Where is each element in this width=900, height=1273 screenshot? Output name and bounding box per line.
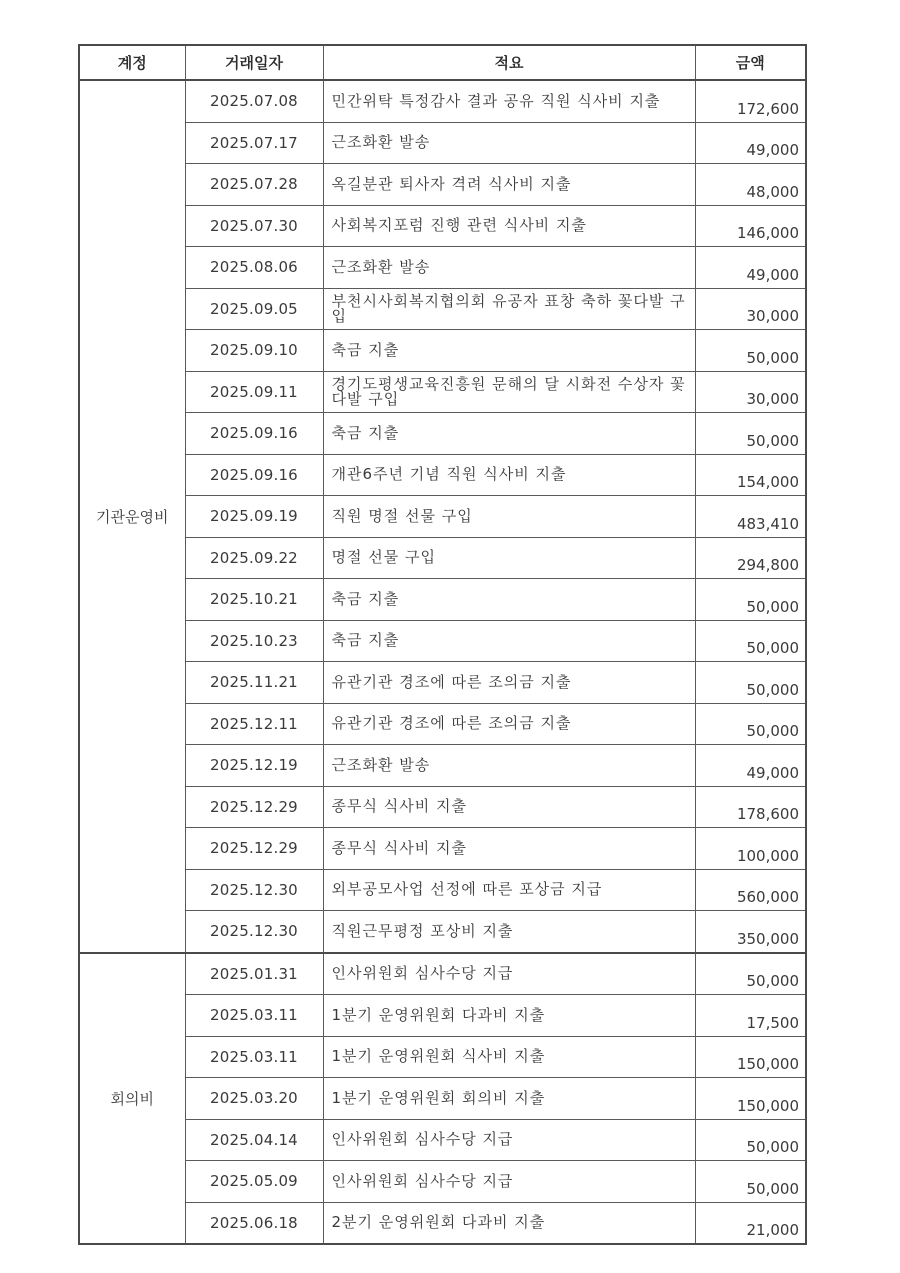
amount-cell: 483,410	[695, 496, 806, 538]
table-row	[79, 786, 806, 828]
description-cell: 근조화환 발송	[323, 745, 695, 787]
date-cell: 2025.12.30	[185, 911, 323, 953]
table-row	[79, 745, 806, 787]
description-cell: 민간위탁 특정감사 결과 공유 직원 식사비 지출	[323, 80, 695, 122]
table-row	[79, 330, 806, 372]
description-cell: 개관6주년 기념 직원 식사비 지출	[323, 454, 695, 496]
date-cell: 2025.08.06	[185, 247, 323, 289]
description-cell: 축금 지출	[323, 579, 695, 621]
amount-cell: 50,000	[695, 579, 806, 621]
amount-cell: 294,800	[695, 537, 806, 579]
table-row	[79, 205, 806, 247]
amount-cell: 150,000	[695, 1078, 806, 1120]
date-cell: 2025.10.23	[185, 620, 323, 662]
description-cell: 2분기 운영위원회 다과비 지출	[323, 1202, 695, 1244]
date-cell: 2025.09.19	[185, 496, 323, 538]
amount-cell: 150,000	[695, 1036, 806, 1078]
date-cell: 2025.07.17	[185, 122, 323, 164]
description-cell: 축금 지출	[323, 413, 695, 455]
table-row	[79, 869, 806, 911]
table-header	[79, 45, 806, 80]
amount-cell: 50,000	[695, 413, 806, 455]
date-cell: 2025.12.11	[185, 703, 323, 745]
date-cell: 2025.07.08	[185, 80, 323, 122]
date-cell: 2025.09.05	[185, 288, 323, 330]
description-cell: 근조화환 발송	[323, 247, 695, 289]
amount-cell: 172,600	[695, 80, 806, 122]
table-row	[79, 413, 806, 455]
table-row	[79, 1078, 806, 1120]
amount-cell: 178,600	[695, 786, 806, 828]
date-cell: 2025.01.31	[185, 953, 323, 995]
amount-cell: 50,000	[695, 620, 806, 662]
date-cell: 2025.03.11	[185, 995, 323, 1037]
description-cell: 직원근무평정 포상비 지출	[323, 911, 695, 953]
description-cell: 부천시사회복지협의회 유공자 표창 축하 꽃다발 구입	[323, 288, 695, 330]
table-row	[79, 1119, 806, 1161]
table-row	[79, 579, 806, 621]
table-row	[79, 80, 806, 122]
header-description: 적요	[323, 45, 695, 80]
expense-ledger-table	[78, 44, 807, 1245]
amount-cell: 146,000	[695, 205, 806, 247]
amount-cell: 50,000	[695, 662, 806, 704]
description-cell: 유관기관 경조에 따른 조의금 지출	[323, 703, 695, 745]
table-row	[79, 620, 806, 662]
amount-cell: 30,000	[695, 371, 806, 413]
table-row	[79, 371, 806, 413]
table-row	[79, 537, 806, 579]
account-cell: 기관운영비	[79, 80, 185, 953]
amount-cell: 48,000	[695, 164, 806, 206]
table-body	[79, 80, 806, 1244]
date-cell: 2025.12.29	[185, 828, 323, 870]
date-cell: 2025.12.30	[185, 869, 323, 911]
amount-cell: 21,000	[695, 1202, 806, 1244]
date-cell: 2025.09.22	[185, 537, 323, 579]
date-cell: 2025.05.09	[185, 1161, 323, 1203]
table-row	[79, 828, 806, 870]
amount-cell: 50,000	[695, 1161, 806, 1203]
amount-cell: 17,500	[695, 995, 806, 1037]
description-cell: 종무식 식사비 지출	[323, 786, 695, 828]
header-amount: 금액	[695, 45, 806, 80]
table-row	[79, 164, 806, 206]
table-row	[79, 288, 806, 330]
amount-cell: 49,000	[695, 745, 806, 787]
description-cell: 1분기 운영위원회 회의비 지출	[323, 1078, 695, 1120]
description-cell: 외부공모사업 선정에 따른 포상금 지급	[323, 869, 695, 911]
description-cell: 인사위원회 심사수당 지급	[323, 1119, 695, 1161]
amount-cell: 50,000	[695, 330, 806, 372]
amount-cell: 350,000	[695, 911, 806, 953]
amount-cell: 100,000	[695, 828, 806, 870]
date-cell: 2025.04.14	[185, 1119, 323, 1161]
table-row	[79, 1202, 806, 1244]
table-row	[79, 911, 806, 953]
header-account: 계정	[79, 45, 185, 80]
amount-cell: 154,000	[695, 454, 806, 496]
table-row	[79, 247, 806, 289]
description-cell: 인사위원회 심사수당 지급	[323, 1161, 695, 1203]
date-cell: 2025.10.21	[185, 579, 323, 621]
description-cell: 인사위원회 심사수당 지급	[323, 953, 695, 995]
account-cell: 회의비	[79, 953, 185, 1245]
date-cell: 2025.06.18	[185, 1202, 323, 1244]
description-cell: 유관기관 경조에 따른 조의금 지출	[323, 662, 695, 704]
date-cell: 2025.07.28	[185, 164, 323, 206]
date-cell: 2025.12.29	[185, 786, 323, 828]
header-date: 거래일자	[185, 45, 323, 80]
description-cell: 종무식 식사비 지출	[323, 828, 695, 870]
amount-cell: 50,000	[695, 703, 806, 745]
description-cell: 직원 명절 선물 구입	[323, 496, 695, 538]
description-cell: 근조화환 발송	[323, 122, 695, 164]
description-cell: 옥길분관 퇴사자 격려 식사비 지출	[323, 164, 695, 206]
table-row	[79, 703, 806, 745]
date-cell: 2025.09.16	[185, 454, 323, 496]
amount-cell: 50,000	[695, 953, 806, 995]
table-row	[79, 122, 806, 164]
table-row	[79, 454, 806, 496]
table-row	[79, 496, 806, 538]
description-cell: 1분기 운영위원회 식사비 지출	[323, 1036, 695, 1078]
description-cell: 사회복지포럼 진행 관련 식사비 지출	[323, 205, 695, 247]
date-cell: 2025.07.30	[185, 205, 323, 247]
amount-cell: 560,000	[695, 869, 806, 911]
date-cell: 2025.09.11	[185, 371, 323, 413]
date-cell: 2025.12.19	[185, 745, 323, 787]
amount-cell: 49,000	[695, 122, 806, 164]
header-row	[79, 45, 806, 80]
date-cell: 2025.09.10	[185, 330, 323, 372]
date-cell: 2025.11.21	[185, 662, 323, 704]
amount-cell: 50,000	[695, 1119, 806, 1161]
table-row	[79, 995, 806, 1037]
description-cell: 경기도평생교육진흥원 문해의 달 시화전 수상자 꽃다발 구입	[323, 371, 695, 413]
description-cell: 축금 지출	[323, 620, 695, 662]
description-cell: 1분기 운영위원회 다과비 지출	[323, 995, 695, 1037]
amount-cell: 30,000	[695, 288, 806, 330]
date-cell: 2025.09.16	[185, 413, 323, 455]
table-row	[79, 953, 806, 995]
description-cell: 명절 선물 구입	[323, 537, 695, 579]
date-cell: 2025.03.20	[185, 1078, 323, 1120]
amount-cell: 49,000	[695, 247, 806, 289]
table-row	[79, 1036, 806, 1078]
date-cell: 2025.03.11	[185, 1036, 323, 1078]
table-row	[79, 662, 806, 704]
description-cell: 축금 지출	[323, 330, 695, 372]
table-row	[79, 1161, 806, 1203]
